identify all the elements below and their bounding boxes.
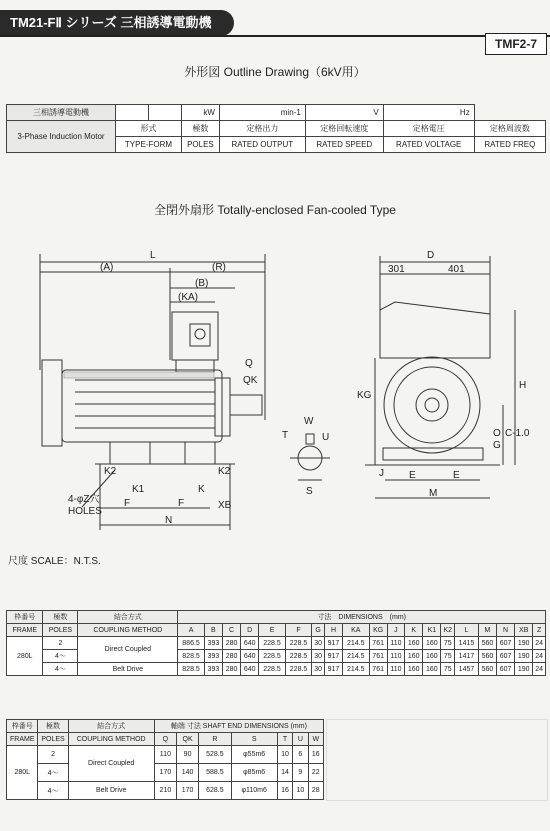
value-cell: 110 [387, 650, 404, 663]
value-cell: φ85m6 [231, 764, 277, 782]
coupling-cell: Direct Coupled [78, 637, 178, 663]
head-poles-jp: 極数 [43, 611, 78, 624]
value-cell: 24 [533, 637, 546, 650]
head-shaft: 軸端 寸法 SHAFT END DIMENSIONS (mm) [154, 720, 323, 733]
value-cell: 528.5 [199, 746, 231, 764]
rating-table [6, 104, 546, 153]
document-code: TMF2-7 [485, 33, 547, 55]
col-head: F [285, 624, 312, 637]
value-cell: 560 [478, 637, 496, 650]
motor-type-en: 3-Phase Induction Motor [7, 121, 116, 153]
value-cell: 607 [496, 663, 514, 676]
value-cell: 917 [324, 663, 342, 676]
table-row [7, 782, 324, 800]
head-frame-en: FRAME [7, 733, 38, 746]
label-K2-right: K2 [218, 466, 231, 477]
value-cell: 640 [241, 637, 259, 650]
value-cell: 228.5 [259, 637, 286, 650]
series-title: TM21-FⅡ シリーズ 三相誘導電動機 [0, 10, 234, 36]
value-cell: 30 [312, 650, 325, 663]
label-M: M [429, 488, 438, 499]
label-K2-left: K2 [104, 466, 117, 477]
unit-hz: Hz [383, 105, 474, 121]
col-head: K [405, 624, 423, 637]
col-head: D [241, 624, 259, 637]
value-cell: 228.5 [285, 637, 312, 650]
unit-cell [148, 105, 181, 121]
value-cell: 917 [324, 637, 342, 650]
scale-note: 尺度 SCALE：N.T.S. [8, 556, 101, 567]
unit-volt: V [305, 105, 383, 121]
value-cell: 110 [154, 746, 176, 764]
poles-cell: 4〜 [43, 650, 78, 663]
value-cell: 75 [441, 650, 455, 663]
value-cell: 607 [496, 650, 514, 663]
label-A: (A) [100, 262, 114, 273]
label-QK: QK [243, 375, 258, 386]
value-cell: 16 [277, 782, 292, 800]
head-coupling-en: COUPLING METHOD [68, 733, 154, 746]
coupling-cell: Belt Drive [78, 663, 178, 676]
label-G: G [493, 440, 501, 451]
label-E-left: E [409, 470, 416, 481]
value-cell: 28 [308, 782, 323, 800]
col-head: Q [154, 733, 176, 746]
faint-show-through-area [326, 719, 548, 801]
head-output-en: RATED OUTPUT [219, 137, 305, 153]
value-cell: 160 [405, 637, 423, 650]
head-poles-jp: 極数 [38, 720, 68, 733]
value-cell: 228.5 [285, 650, 312, 663]
col-head: L [455, 624, 479, 637]
label-Q: Q [245, 358, 253, 369]
value-cell: 761 [369, 650, 387, 663]
value-cell: 75 [441, 637, 455, 650]
side-view-drawing [355, 240, 545, 515]
coupling-cell: Belt Drive [68, 782, 154, 800]
value-cell: 886.5 [178, 637, 205, 650]
col-head: T [277, 733, 292, 746]
value-cell: 210 [154, 782, 176, 800]
poles-cell: 2 [43, 637, 78, 650]
value-cell: 140 [176, 764, 198, 782]
label-K: K [198, 484, 205, 495]
head-freq-jp: 定格周波数 [474, 121, 545, 137]
label-F-right: F [178, 498, 185, 509]
head-dimensions: 寸法 DIMENSIONS (mm) [178, 611, 546, 624]
poles-cell: 4〜 [38, 782, 68, 800]
label-holes-jp: 4-φZ穴 [68, 494, 100, 505]
unit-cell [116, 105, 149, 121]
label-301: 301 [388, 264, 405, 275]
head-poles-jp: 極数 [181, 121, 219, 137]
value-cell: φ55m6 [231, 746, 277, 764]
value-cell: 280 [222, 637, 240, 650]
value-cell: 6 [293, 746, 308, 764]
label-D: D [427, 250, 435, 261]
head-freq-en: RATED FREQ [474, 137, 545, 153]
value-cell: 160 [423, 637, 441, 650]
head-type-jp: 形式 [116, 121, 182, 137]
value-cell: 10 [293, 782, 308, 800]
value-cell: 393 [204, 637, 222, 650]
label-XB: XB [218, 500, 232, 511]
table-row [7, 746, 324, 764]
value-cell: 917 [324, 650, 342, 663]
head-poles-en: POLES [43, 624, 78, 637]
table-row [7, 637, 546, 650]
value-cell: 110 [387, 637, 404, 650]
table-row [7, 663, 546, 676]
col-head: G [312, 624, 325, 637]
value-cell: 14 [277, 764, 292, 782]
label-KA: (KA) [178, 292, 198, 303]
col-head: H [324, 624, 342, 637]
label-U: U [322, 432, 330, 443]
value-cell: 30 [312, 663, 325, 676]
value-cell: 190 [515, 650, 533, 663]
col-head: QK [176, 733, 198, 746]
poles-cell: 2 [38, 746, 68, 764]
value-cell: 16 [308, 746, 323, 764]
label-H: H [519, 380, 527, 391]
head-poles-en: POLES [38, 733, 68, 746]
poles-cell: 4〜 [43, 663, 78, 676]
col-head: XB [515, 624, 533, 637]
value-cell: 828.5 [178, 663, 205, 676]
coupling-cell: Direct Coupled [68, 746, 154, 782]
label-T: T [282, 430, 289, 441]
label-O: O [493, 428, 501, 439]
value-cell: 588.5 [199, 764, 231, 782]
col-head: C [222, 624, 240, 637]
head-voltage-jp: 定格電圧 [383, 121, 474, 137]
label-B: (B) [195, 278, 209, 289]
value-cell: 160 [405, 650, 423, 663]
label-E-right: E [453, 470, 460, 481]
value-cell: 110 [387, 663, 404, 676]
head-speed-jp: 定格回転速度 [305, 121, 383, 137]
head-frame-jp: 枠番号 [7, 720, 38, 733]
head-type-en: TYPE-FORM [116, 137, 182, 153]
value-cell: 393 [204, 663, 222, 676]
value-cell: 90 [176, 746, 198, 764]
col-head: KG [369, 624, 387, 637]
value-cell: 761 [369, 663, 387, 676]
label-J: J [379, 468, 384, 479]
label-R: (R) [212, 262, 226, 273]
value-cell: 607 [496, 637, 514, 650]
col-head: B [204, 624, 222, 637]
value-cell: 761 [369, 637, 387, 650]
value-cell: 190 [515, 663, 533, 676]
label-F-left: F [124, 498, 131, 509]
label-S: S [306, 486, 313, 497]
value-cell: 170 [154, 764, 176, 782]
col-head: N [496, 624, 514, 637]
value-cell: 75 [441, 663, 455, 676]
head-coupling-en: COUPLING METHOD [78, 624, 178, 637]
value-cell: 160 [423, 650, 441, 663]
unit-rpm: min-1 [219, 105, 305, 121]
unit-kw: kW [181, 105, 219, 121]
head-coupling-jp: 結合方式 [78, 611, 178, 624]
label-L: L [150, 250, 156, 261]
value-cell: 190 [515, 637, 533, 650]
drawing-title: 外形図 Outline Drawing（6kV用） [184, 65, 366, 79]
shaft-end-table [6, 719, 324, 800]
enclosure-title: 全閉外扇形 Totally-enclosed Fan-cooled Type [154, 203, 396, 217]
col-head: U [293, 733, 308, 746]
col-head: A [178, 624, 205, 637]
value-cell: 280 [222, 650, 240, 663]
label-N: N [165, 515, 173, 526]
head-voltage-en: RATED VOLTAGE [383, 137, 474, 153]
value-cell: 228.5 [285, 663, 312, 676]
col-head: E [259, 624, 286, 637]
head-poles-en: POLES [181, 137, 219, 153]
value-cell: 1415 [455, 637, 479, 650]
value-cell: 228.5 [259, 663, 286, 676]
value-cell: 228.5 [259, 650, 286, 663]
col-head: KA [343, 624, 370, 637]
label-C: C-1.0 [505, 428, 530, 439]
head-coupling-jp: 結合方式 [68, 720, 154, 733]
front-view-drawing [0, 240, 345, 540]
value-cell: 10 [277, 746, 292, 764]
label-401: 401 [448, 264, 465, 275]
value-cell: 1457 [455, 663, 479, 676]
dimensions-table [6, 610, 546, 676]
value-cell: φ110m6 [231, 782, 277, 800]
value-cell: 214.5 [343, 637, 370, 650]
header-rule [0, 35, 550, 37]
col-head: K2 [441, 624, 455, 637]
value-cell: 560 [478, 663, 496, 676]
label-K1: K1 [132, 484, 145, 495]
label-KG: KG [357, 390, 372, 401]
head-speed-en: RATED SPEED [305, 137, 383, 153]
head-frame-jp: 枠番号 [7, 611, 43, 624]
col-head: Z [533, 624, 546, 637]
label-holes-en: HOLES [68, 506, 102, 517]
frame-cell: 280L [7, 746, 38, 800]
value-cell: 828.5 [178, 650, 205, 663]
value-cell: 393 [204, 650, 222, 663]
col-head: S [231, 733, 277, 746]
poles-cell: 4〜 [38, 764, 68, 782]
value-cell: 640 [241, 650, 259, 663]
value-cell: 24 [533, 650, 546, 663]
value-cell: 628.5 [199, 782, 231, 800]
col-head: J [387, 624, 404, 637]
col-head: W [308, 733, 323, 746]
head-output-jp: 定格出力 [219, 121, 305, 137]
col-head: K1 [423, 624, 441, 637]
value-cell: 1417 [455, 650, 479, 663]
col-head: R [199, 733, 231, 746]
value-cell: 214.5 [343, 663, 370, 676]
head-frame-en: FRAME [7, 624, 43, 637]
table-row [7, 764, 324, 782]
value-cell: 9 [293, 764, 308, 782]
value-cell: 22 [308, 764, 323, 782]
value-cell: 24 [533, 663, 546, 676]
value-cell: 170 [176, 782, 198, 800]
value-cell: 280 [222, 663, 240, 676]
motor-type-jp: 三相誘導電動機 [7, 105, 116, 121]
value-cell: 640 [241, 663, 259, 676]
value-cell: 560 [478, 650, 496, 663]
value-cell: 30 [312, 637, 325, 650]
col-head: M [478, 624, 496, 637]
frame-cell: 280L [7, 637, 43, 676]
value-cell: 214.5 [343, 650, 370, 663]
value-cell: 160 [423, 663, 441, 676]
label-W: W [304, 416, 314, 427]
value-cell: 160 [405, 663, 423, 676]
